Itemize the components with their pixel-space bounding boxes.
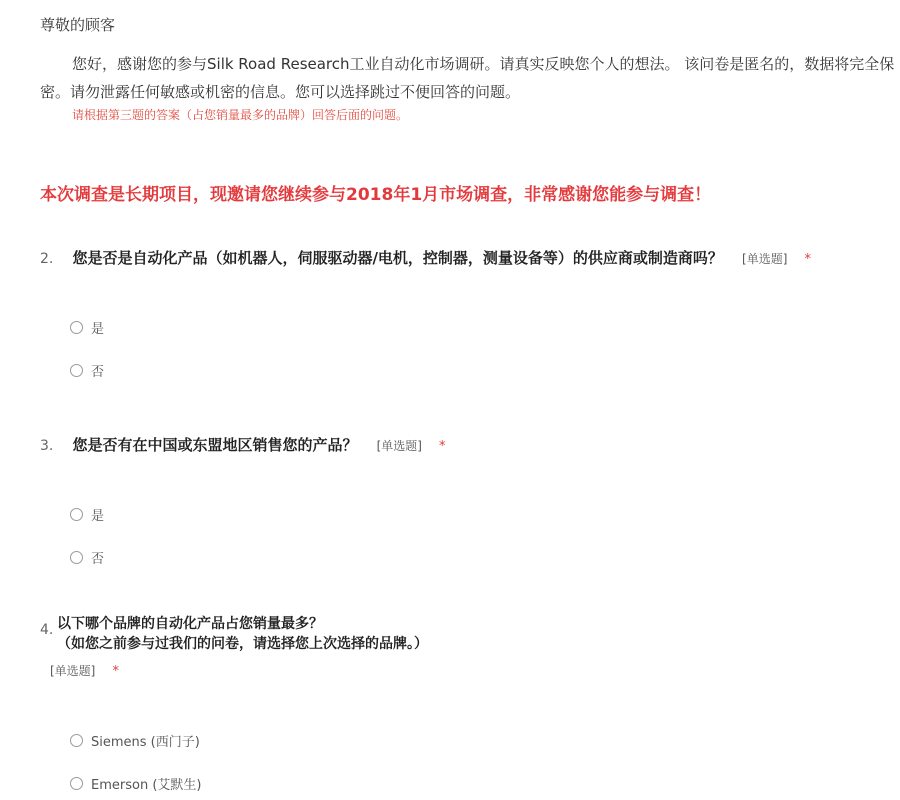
radio-icon[interactable] — [70, 364, 83, 377]
option-q3-no[interactable] — [70, 548, 104, 567]
option-label: Siemens (西门子) — [91, 735, 200, 750]
salutation: 尊敬的顾客 — [40, 16, 116, 34]
radio-icon[interactable] — [70, 551, 83, 564]
option-q4-siemens[interactable] — [70, 731, 200, 750]
radio-icon[interactable] — [70, 777, 83, 790]
option-label: 是 — [91, 509, 105, 524]
intro-line-1: 您好，感谢您的参与Silk Road Research工业自动化市场调研。请真实反映您个人的想法。 该问卷是匿名的，数据将完全保 — [72, 55, 895, 73]
question-title: 您是否是自动化产品（如机器人，伺服驱动器/电机，控制器，测量设备等）的供应商或制造商吗？ — [72, 249, 723, 267]
intro-text — [40, 50, 900, 106]
option-label: 是 — [91, 322, 105, 337]
radio-icon[interactable] — [70, 321, 83, 334]
question-4-meta — [50, 660, 119, 679]
question-title-line-1: 以下哪个品牌的自动化产品占您销量最多？ — [57, 616, 323, 632]
hint-text: 请根据第三题的答案（占您销量最多的品牌）回答后面的问题。 — [72, 108, 409, 122]
option-q3-yes[interactable] — [70, 505, 104, 524]
question-2 — [40, 247, 811, 268]
radio-icon[interactable] — [70, 734, 83, 747]
question-title-line-2: （如您之前参与过我们的问卷，请选择您上次选择的品牌。） — [57, 636, 428, 652]
required-asterisk: * — [439, 439, 446, 454]
question-title: 您是否有在中国或东盟地区销售您的产品？ — [72, 436, 358, 454]
option-label: Emerson (艾默生) — [91, 778, 202, 793]
option-q4-emerson[interactable] — [70, 774, 201, 793]
question-number: 3. — [40, 438, 54, 454]
question-type: [单选题] — [50, 664, 96, 678]
required-asterisk: * — [804, 252, 811, 267]
question-number: 4. — [40, 622, 54, 638]
required-asterisk: * — [112, 664, 119, 679]
question-3 — [40, 434, 446, 455]
intro-line-2: 密。请勿泄露任何敏感或机密的信息。您可以选择跳过不便回答的问题。 — [40, 83, 521, 101]
banner-text: 本次调查是长期项目，现邀请您继续参与2018年1月市场调查，非常感谢您能参与调查！ — [40, 185, 712, 205]
option-q2-yes[interactable] — [70, 318, 104, 337]
option-label: 否 — [91, 365, 105, 380]
radio-icon[interactable] — [70, 508, 83, 521]
question-type: [单选题] — [376, 439, 422, 453]
option-q2-no[interactable] — [70, 361, 104, 380]
option-label: 否 — [91, 552, 105, 567]
question-number: 2. — [40, 251, 54, 267]
question-type: [单选题] — [742, 252, 788, 266]
